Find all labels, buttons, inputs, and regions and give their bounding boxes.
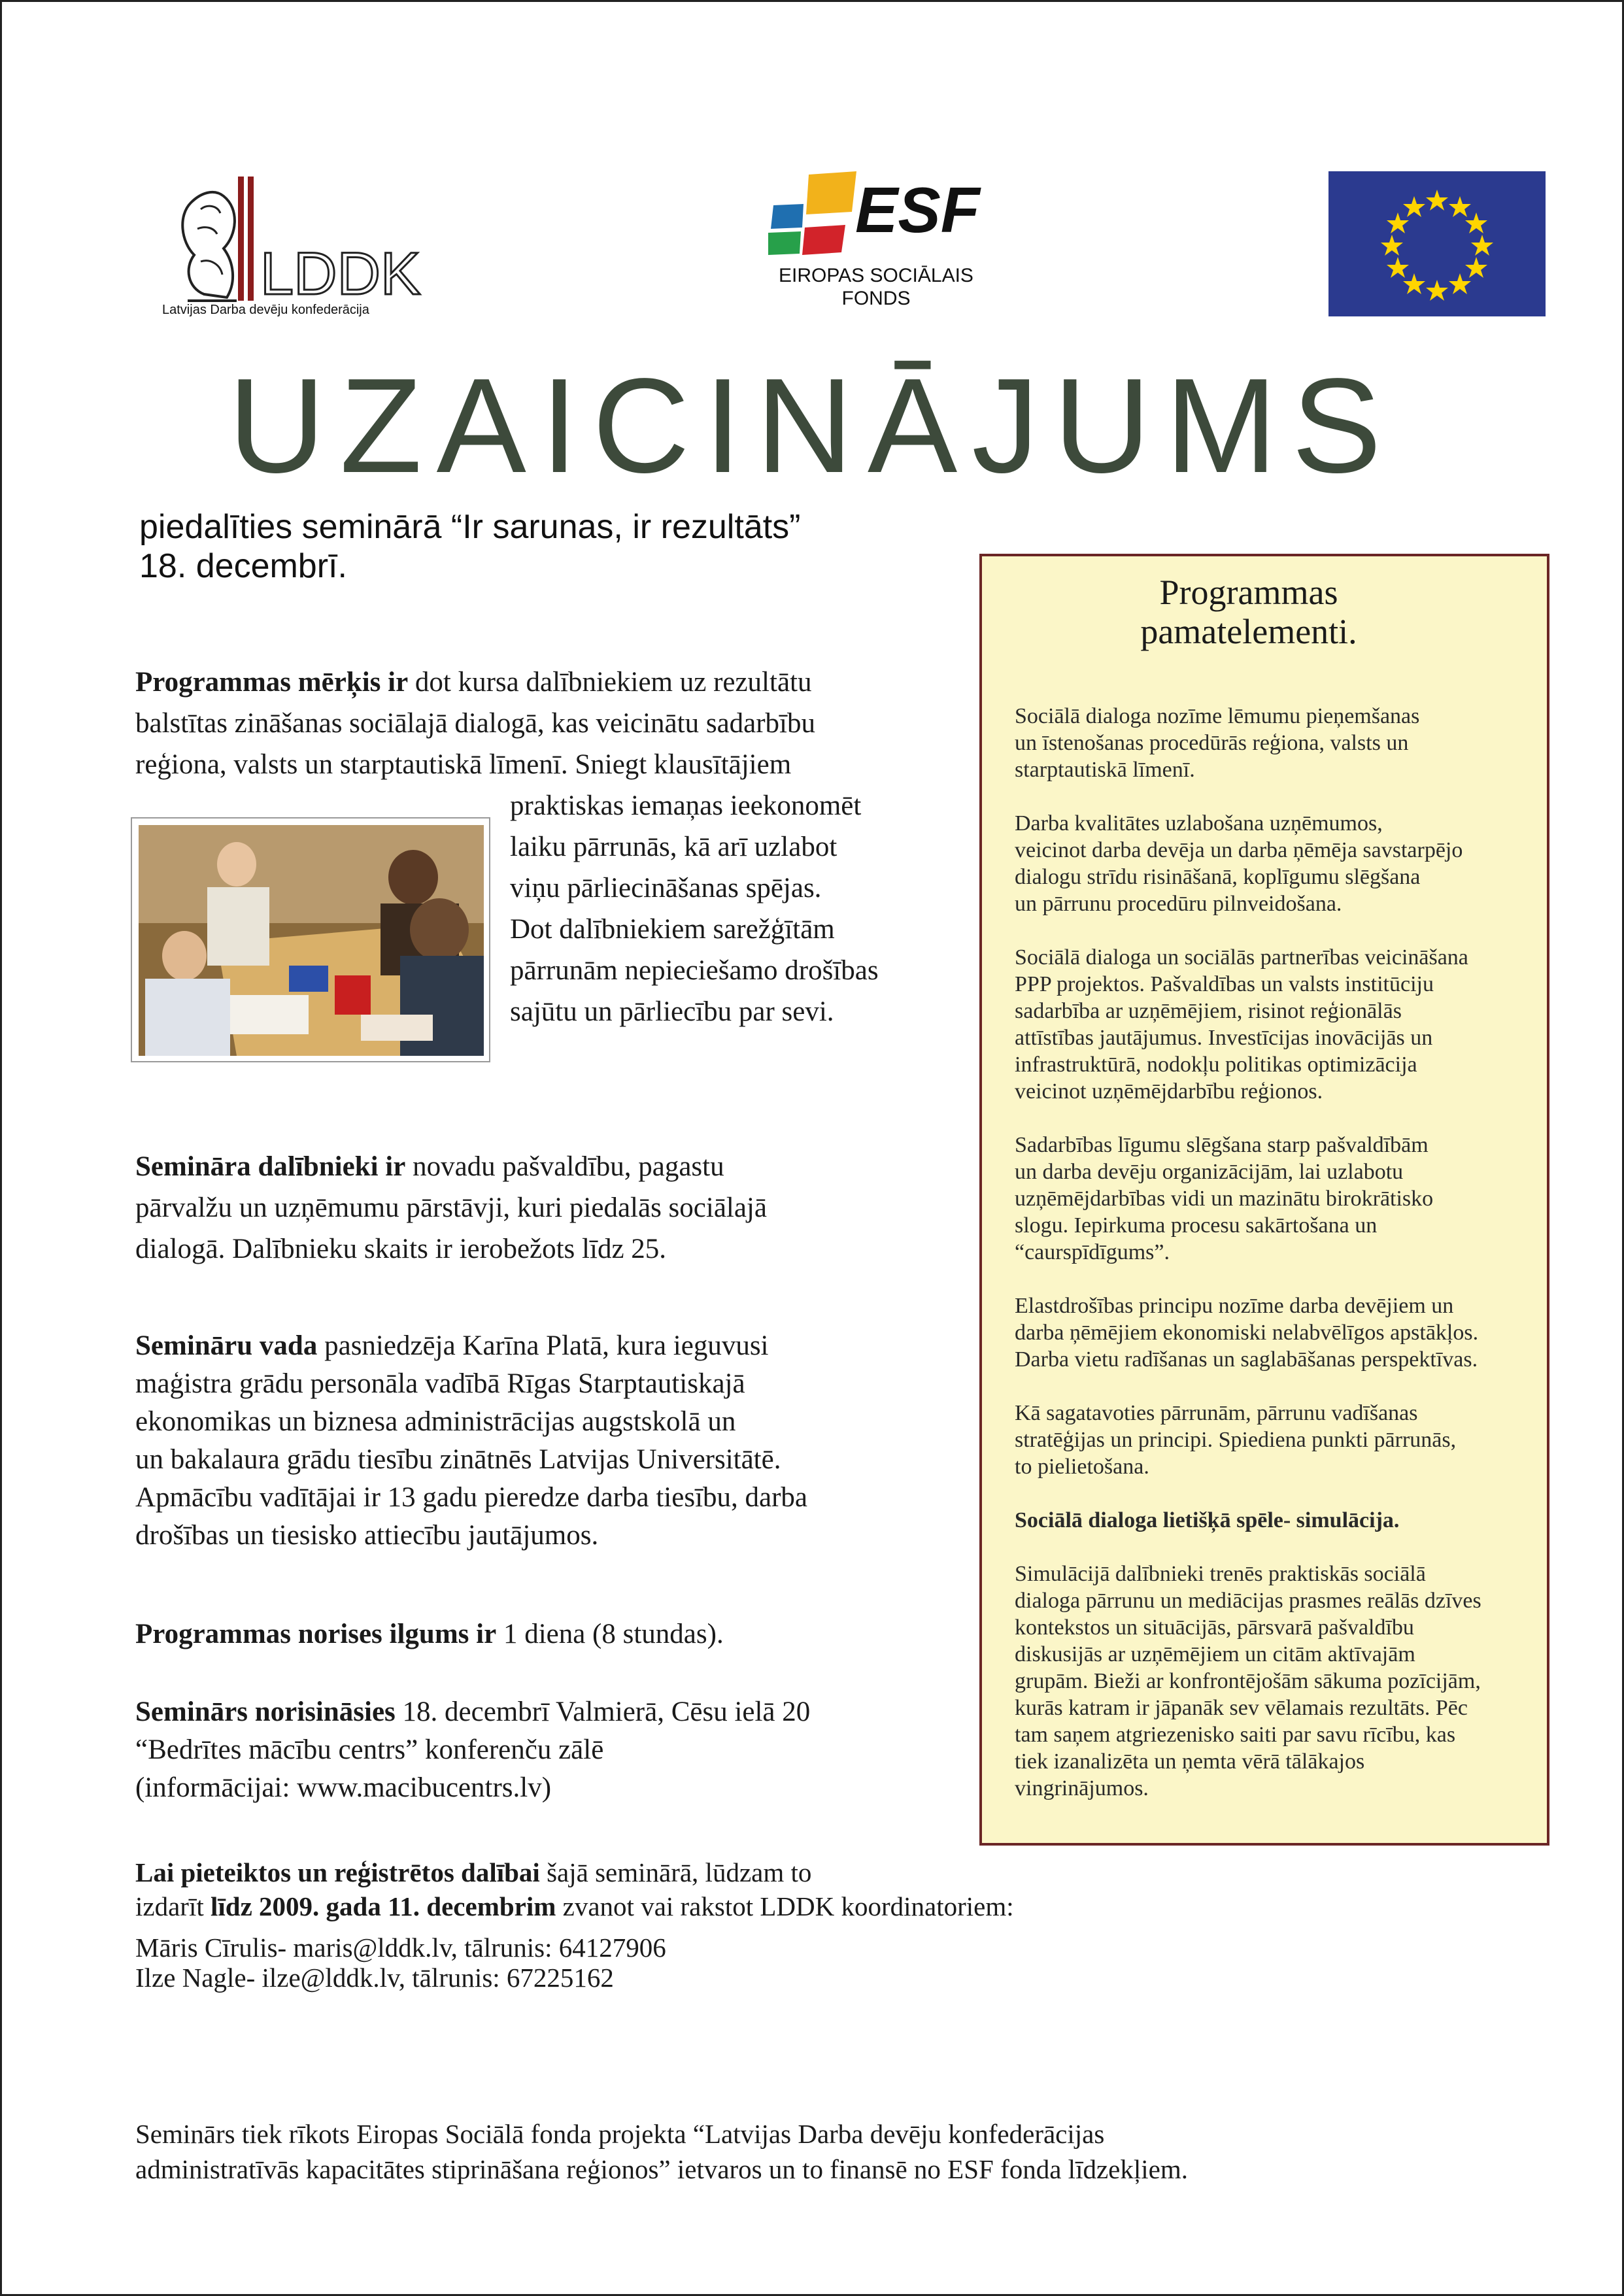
- esf-caption-line: FONDS: [841, 287, 911, 309]
- text-line: to pielietošana.: [1015, 1455, 1149, 1479]
- text-line: PPP projektos. Pašvaldības un valsts institūciju: [1015, 972, 1434, 996]
- esf-wordmark: ESF: [855, 174, 980, 246]
- program-elements-title: [1046, 573, 1451, 651]
- subtitle-line: piedalīties seminārā “Ir sarunas, ir rezultāts”: [139, 508, 801, 546]
- text-line: pārrunām nepieciešamo drošības: [510, 955, 879, 986]
- page-title: UZAICINĀJUMS: [228, 350, 1396, 501]
- text-line: un darba devēju organizācijām, lai uzlabotu: [1015, 1160, 1404, 1184]
- text-line: un īstenošanas procedūrās reģiona, valsts un: [1015, 731, 1409, 755]
- title-line: Programmas: [1159, 573, 1338, 612]
- seminar-photo-image: [139, 825, 484, 1056]
- footer-note: [135, 2116, 1188, 2187]
- text-line: praktiskas iemaņas ieekonomēt: [510, 790, 862, 821]
- text-line: un bakalaura grādu tiesību zinātnēs Latvijas Universitātē.: [135, 1444, 781, 1475]
- text-line: šajā seminārā, lūdzam to: [539, 1857, 812, 1887]
- text-line: Kā sagatavoties pārrunām, pārrunu vadīšanas: [1015, 1401, 1418, 1425]
- registration-paragraph: [135, 1855, 1014, 1993]
- text-line: maģistra grādu personāla vadībā Rīgas Starptautiskajā: [135, 1368, 745, 1399]
- text-line: novadu pašvaldību, pagastu: [405, 1151, 724, 1182]
- text-line: “Bedrītes mācību centrs” konferenču zālē: [135, 1734, 604, 1765]
- footer-line: Seminārs tiek rīkots Eiropas Sociālā fonda projekta “Latvijas Darba devēju konfederācijas: [135, 2119, 1105, 2149]
- text-line: Sociālā dialoga nozīme lēmumu pieņemšanas: [1015, 704, 1420, 728]
- text-line: pārvalžu un uzņēmumu pārstāvji, kuri piedalās sociālajā: [135, 1192, 767, 1223]
- text-line: izdarīt: [135, 1891, 211, 1921]
- text-line: starptautiskā līmenī.: [1015, 758, 1195, 782]
- subtitle: [139, 507, 989, 586]
- element-simulation-heading: [1015, 1507, 1538, 1534]
- text-line: Sociālā dialoga un sociālās partnerības veicināšana: [1015, 945, 1468, 970]
- esf-mark-icon: [768, 171, 860, 256]
- simulation-heading: Sociālā dialoga lietišķā spēle- simulācija.: [1015, 1508, 1400, 1532]
- text-line: darba ņēmējiem ekonomiski nelabvēlīgos apstākļos.: [1015, 1321, 1479, 1345]
- text-line: laiku pārrunās, kā arī uzlabot: [510, 832, 837, 862]
- text-line: Dot dalībniekiem sarežģītām: [510, 914, 835, 945]
- text-line: uzņēmējdarbības vidi un mazinātu birokrātisko: [1015, 1187, 1434, 1211]
- text-line: tiek izanalizēta un ņemta vērā tālākajos: [1015, 1749, 1365, 1774]
- text-line: drošības un tiesisko attiecību jautājumos.: [135, 1520, 599, 1551]
- text-line: sadarbība ar uzņēmējiem, risinot reģionālās: [1015, 999, 1402, 1023]
- text-line: sajūtu un pārliecību par sevi.: [510, 996, 834, 1027]
- text-line: Sadarbības līgumu slēgšana starp pašvaldībām: [1015, 1133, 1429, 1157]
- trainer-paragraph: [135, 1327, 807, 1555]
- participants-lead: Semināra dalībnieki ir: [135, 1151, 406, 1182]
- text-line: 1 diena (8 stundas).: [496, 1619, 724, 1649]
- text-line: Elastdrošības principu nozīme darba devējiem un: [1015, 1294, 1454, 1318]
- text-line: viņu pārliecināšanas spējas.: [510, 873, 822, 903]
- participants-paragraph: [135, 1146, 767, 1270]
- seminar-photo: [131, 817, 490, 1062]
- trainer-lead: Semināru vada: [135, 1330, 318, 1361]
- title-line: pamatelementi.: [1140, 612, 1357, 651]
- program-elements-text: [1015, 676, 1538, 1829]
- text-line: kurās katram ir jāpanāk sev vēlamais rezultāts. Pēc: [1015, 1696, 1468, 1720]
- text-line: attīstības jautājumus. Investīcijas inovācijās un: [1015, 1026, 1433, 1050]
- text-line: reģiona, valsts un starptautiskā līmenī. Sniegt klausītājiem: [135, 749, 792, 780]
- eu-flag-icon: [1328, 171, 1546, 316]
- esf-caption: [765, 265, 987, 310]
- text-line: infrastruktūrā, nodokļu politikas optimizācija: [1015, 1053, 1417, 1077]
- text-line: diskusijās ar uzņēmējiem un citām aktīvajām: [1015, 1642, 1415, 1666]
- text-line: 18. decembrī Valmierā, Cēsu ielā 20: [395, 1697, 811, 1727]
- footer-line: administratīvās kapacitātes stiprināšana reģionos” ietvaros un to finansē no ESF fonda līdzekļiem.: [135, 2154, 1188, 2184]
- text-line: stratēģijas un principi. Spiediena punkti pārrunās,: [1015, 1428, 1457, 1452]
- text-line: ekonomikas un biznesa administrācijas augstskolā un: [135, 1406, 736, 1437]
- text-line: Simulācijā dalībnieki trenēs praktiskās sociālā: [1015, 1562, 1426, 1586]
- text-line: dialogu strīdu risināšanā, koplīgumu slēgšana: [1015, 865, 1421, 889]
- text-line: tam saņem atgriezenisko saiti par savu rīcību, kas: [1015, 1723, 1456, 1747]
- text-line: “caurspīdīgums”.: [1015, 1240, 1170, 1264]
- venue-lead: Seminārs norisināsies: [135, 1697, 396, 1727]
- duration-paragraph: [135, 1613, 724, 1655]
- text-line: balstītas zināšanas sociālajā dialogā, kas veicinātu sadarbību: [135, 708, 815, 739]
- registration-lead: Lai pieteiktos un reģistrētos dalībai: [135, 1857, 540, 1887]
- text-line: Darba vietu radīšanas un saglabāšanas perspektīvas.: [1015, 1347, 1478, 1372]
- text-line: veicinot uzņēmējdarbību reģionos.: [1015, 1079, 1323, 1104]
- text-line: slogu. Iepirkuma procesu sakārtošana un: [1015, 1213, 1378, 1238]
- lion-emblem-icon: [165, 163, 421, 320]
- text-line: zvanot vai rakstot LDDK koordinatoriem:: [556, 1891, 1014, 1921]
- lddk-letters: LDDK: [260, 241, 421, 307]
- duration-lead: Programmas norises ilgums ir: [135, 1619, 497, 1649]
- text-line: pasniedzēja Karīna Platā, kura ieguvusi: [317, 1330, 769, 1361]
- text-line: (informācijai: www.macibucentrs.lv): [135, 1772, 552, 1803]
- text-line: Darba kvalitātes uzlabošana uzņēmumos,: [1015, 811, 1383, 836]
- text-line: dot kursa dalībniekiem uz rezultātu: [408, 667, 812, 698]
- registration-deadline: līdz 2009. gada 11. decembrim: [210, 1891, 556, 1921]
- goal-lead: Programmas mērķis ir: [135, 667, 409, 698]
- lddk-caption: Latvijas Darba devēju konfederācija: [162, 303, 369, 317]
- lddk-logo: [165, 163, 421, 320]
- text-line: vingrinājumos.: [1015, 1776, 1149, 1800]
- text-line: Apmācību vadītājai ir 13 gadu pieredze darba tiesību, darba: [135, 1482, 808, 1513]
- text-line: un pārrunu procedūru pilnveidošana.: [1015, 892, 1342, 916]
- text-line: veicinot darba devēja un darba ņēmēja savstarpējo: [1015, 838, 1463, 862]
- venue-paragraph: [135, 1693, 810, 1807]
- contact-nagle: Ilze Nagle- ilze@lddk.lv, tālrunis: 67225162: [135, 1963, 614, 1993]
- subtitle-date: 18. decembrī.: [139, 547, 347, 585]
- esf-caption-line: EIROPAS SOCIĀLAIS: [779, 265, 973, 286]
- text-line: kontekstos un situācijās, pārsvarā pašvaldību: [1015, 1615, 1414, 1640]
- contact-cirulis: Māris Cīrulis- maris@lddk.lv, tālrunis: 64127906: [135, 1933, 666, 1963]
- text-line: dialogā. Dalībnieku skaits ir ierobežots līdz 25.: [135, 1234, 667, 1264]
- text-line: dialoga pārrunu un mediācijas prasmes reālās dzīves: [1015, 1589, 1481, 1613]
- text-line: grupām. Bieži ar konfrontējošām sākuma pozīcijām,: [1015, 1669, 1481, 1693]
